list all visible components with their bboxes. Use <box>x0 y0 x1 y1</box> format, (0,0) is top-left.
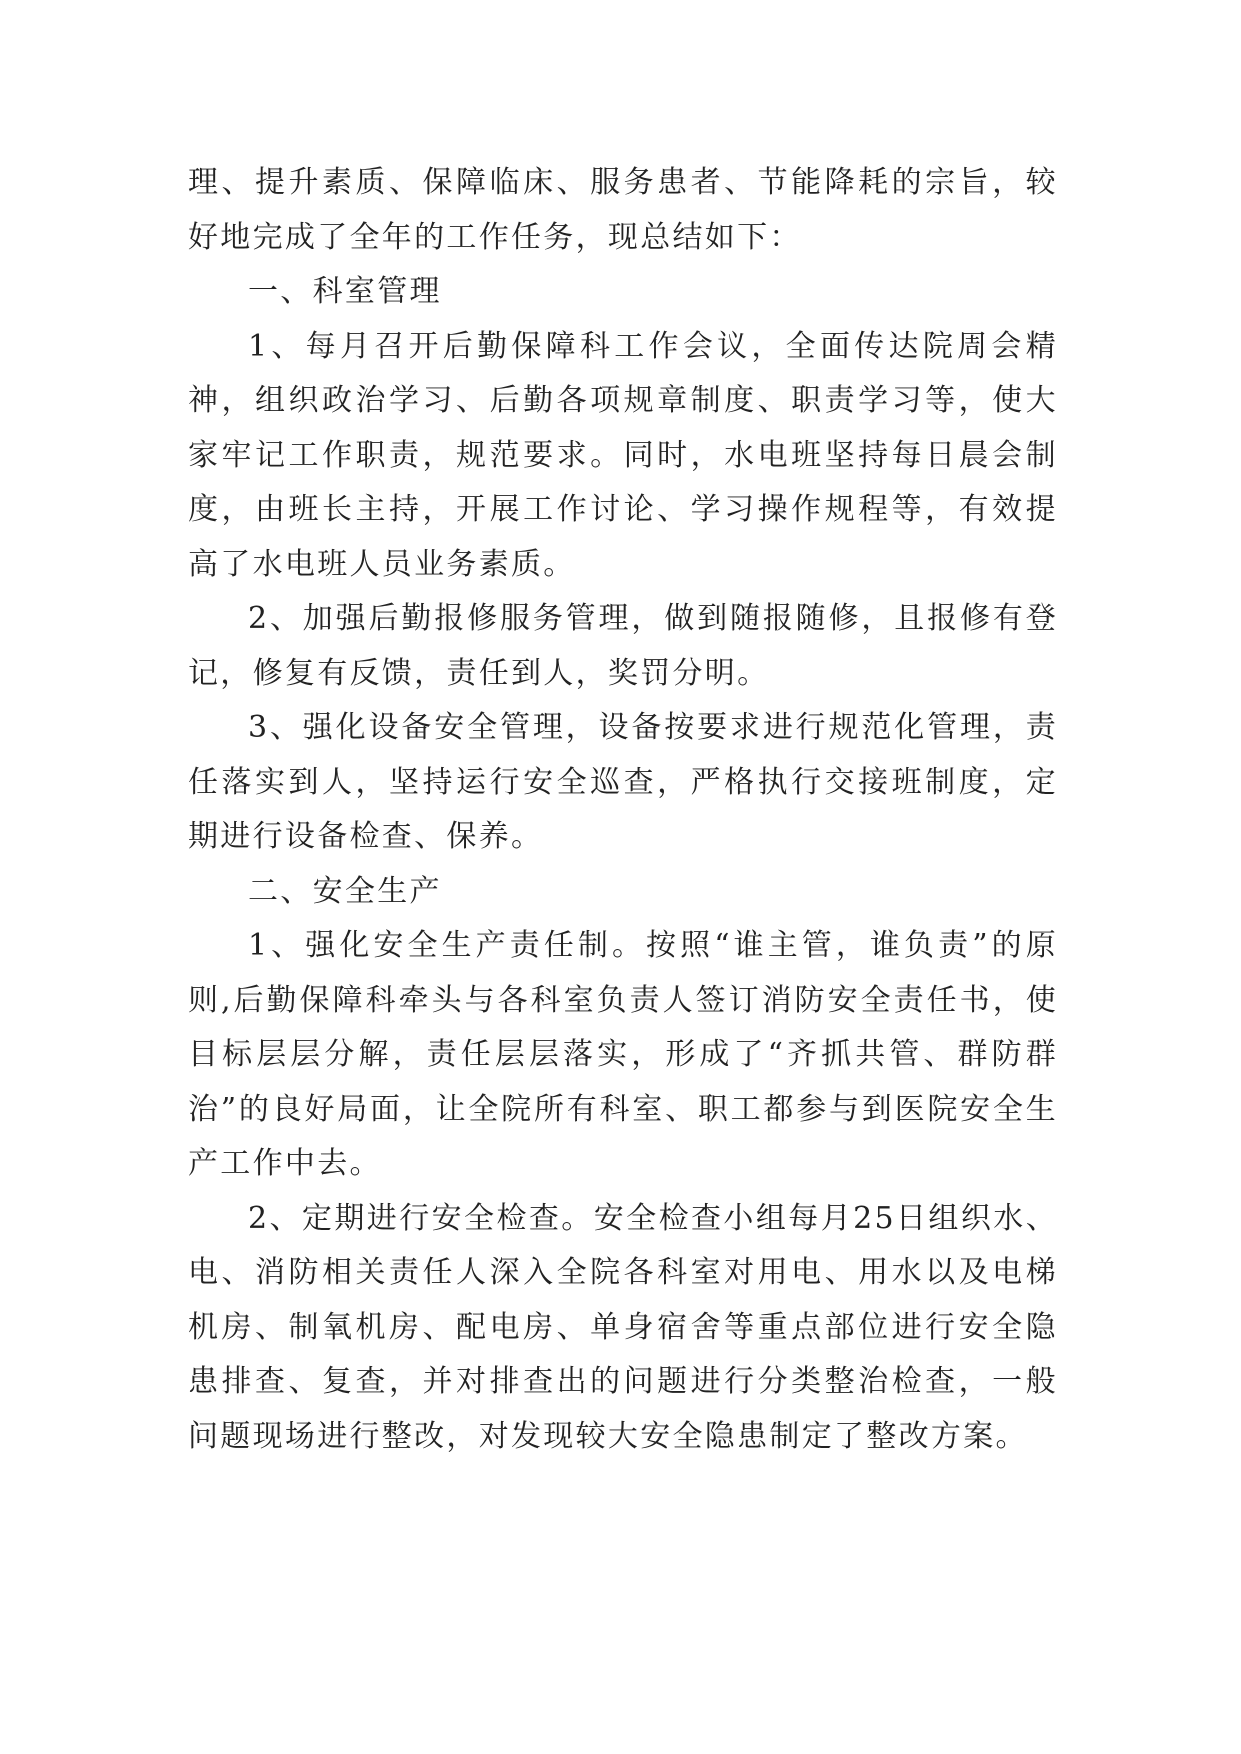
paragraph-equipment-safety: 3、强化设备安全管理，设备按要求进行规范化管理，责任落实到人，坚持运行安全巡查，严格执行交接班制度，定期进行设备检查、保养。 <box>188 710 1058 854</box>
paragraph-monthly-meetings: 1、每月召开后勤保障科工作会议，全面传达院周会精神，组织政治学习、后勤各项规章制度、职责学习等，使大家牢记工作职责，规范要求。同时，水电班坚持每日晨会制度，由班长主持，开展工作讨论、学习操作规程等，有效提高了水电班人员业务素质。 <box>188 328 1058 582</box>
section-heading-department-management: 一、科室管理 <box>248 274 442 309</box>
section-heading-safe-production: 二、安全生产 <box>248 873 442 909</box>
paragraph-continuation: 理、提升素质、保障临床、服务患者、节能降耗的宗旨，较好地完成了全年的工作任务，现总结如下： <box>188 165 1058 255</box>
paragraph-safety-inspection: 2、定期进行安全检查。安全检查小组每月25日组织水、电、消防相关责任人深入全院各科室对用电、用水以及电梯机房、制氧机房、配电房、单身宿舍等重点部位进行安全隐患排查、复查，并对排查出的问题进行分类整治检查，一般问题现场进行整改，对发现较大安全隐患制定了整改方案。 <box>188 1200 1058 1454</box>
paragraph-safety-responsibility: 1、强化安全生产责任制。按照“谁主管，谁负责”的原则,后勤保障科牵头与各科室负责人签订消防安全责任书，使目标层层分解，责任层层落实，形成了“齐抓共管、群防群治”的良好局面，让全院所有科室、职工都参与到医院安全生产工作中去。 <box>188 928 1058 1181</box>
paragraph-repair-service: 2、加强后勤报修服务管理，做到随报随修，且报修有登记，修复有反馈，责任到人，奖罚分明。 <box>188 601 1058 691</box>
document-body <box>188 156 1058 1464</box>
